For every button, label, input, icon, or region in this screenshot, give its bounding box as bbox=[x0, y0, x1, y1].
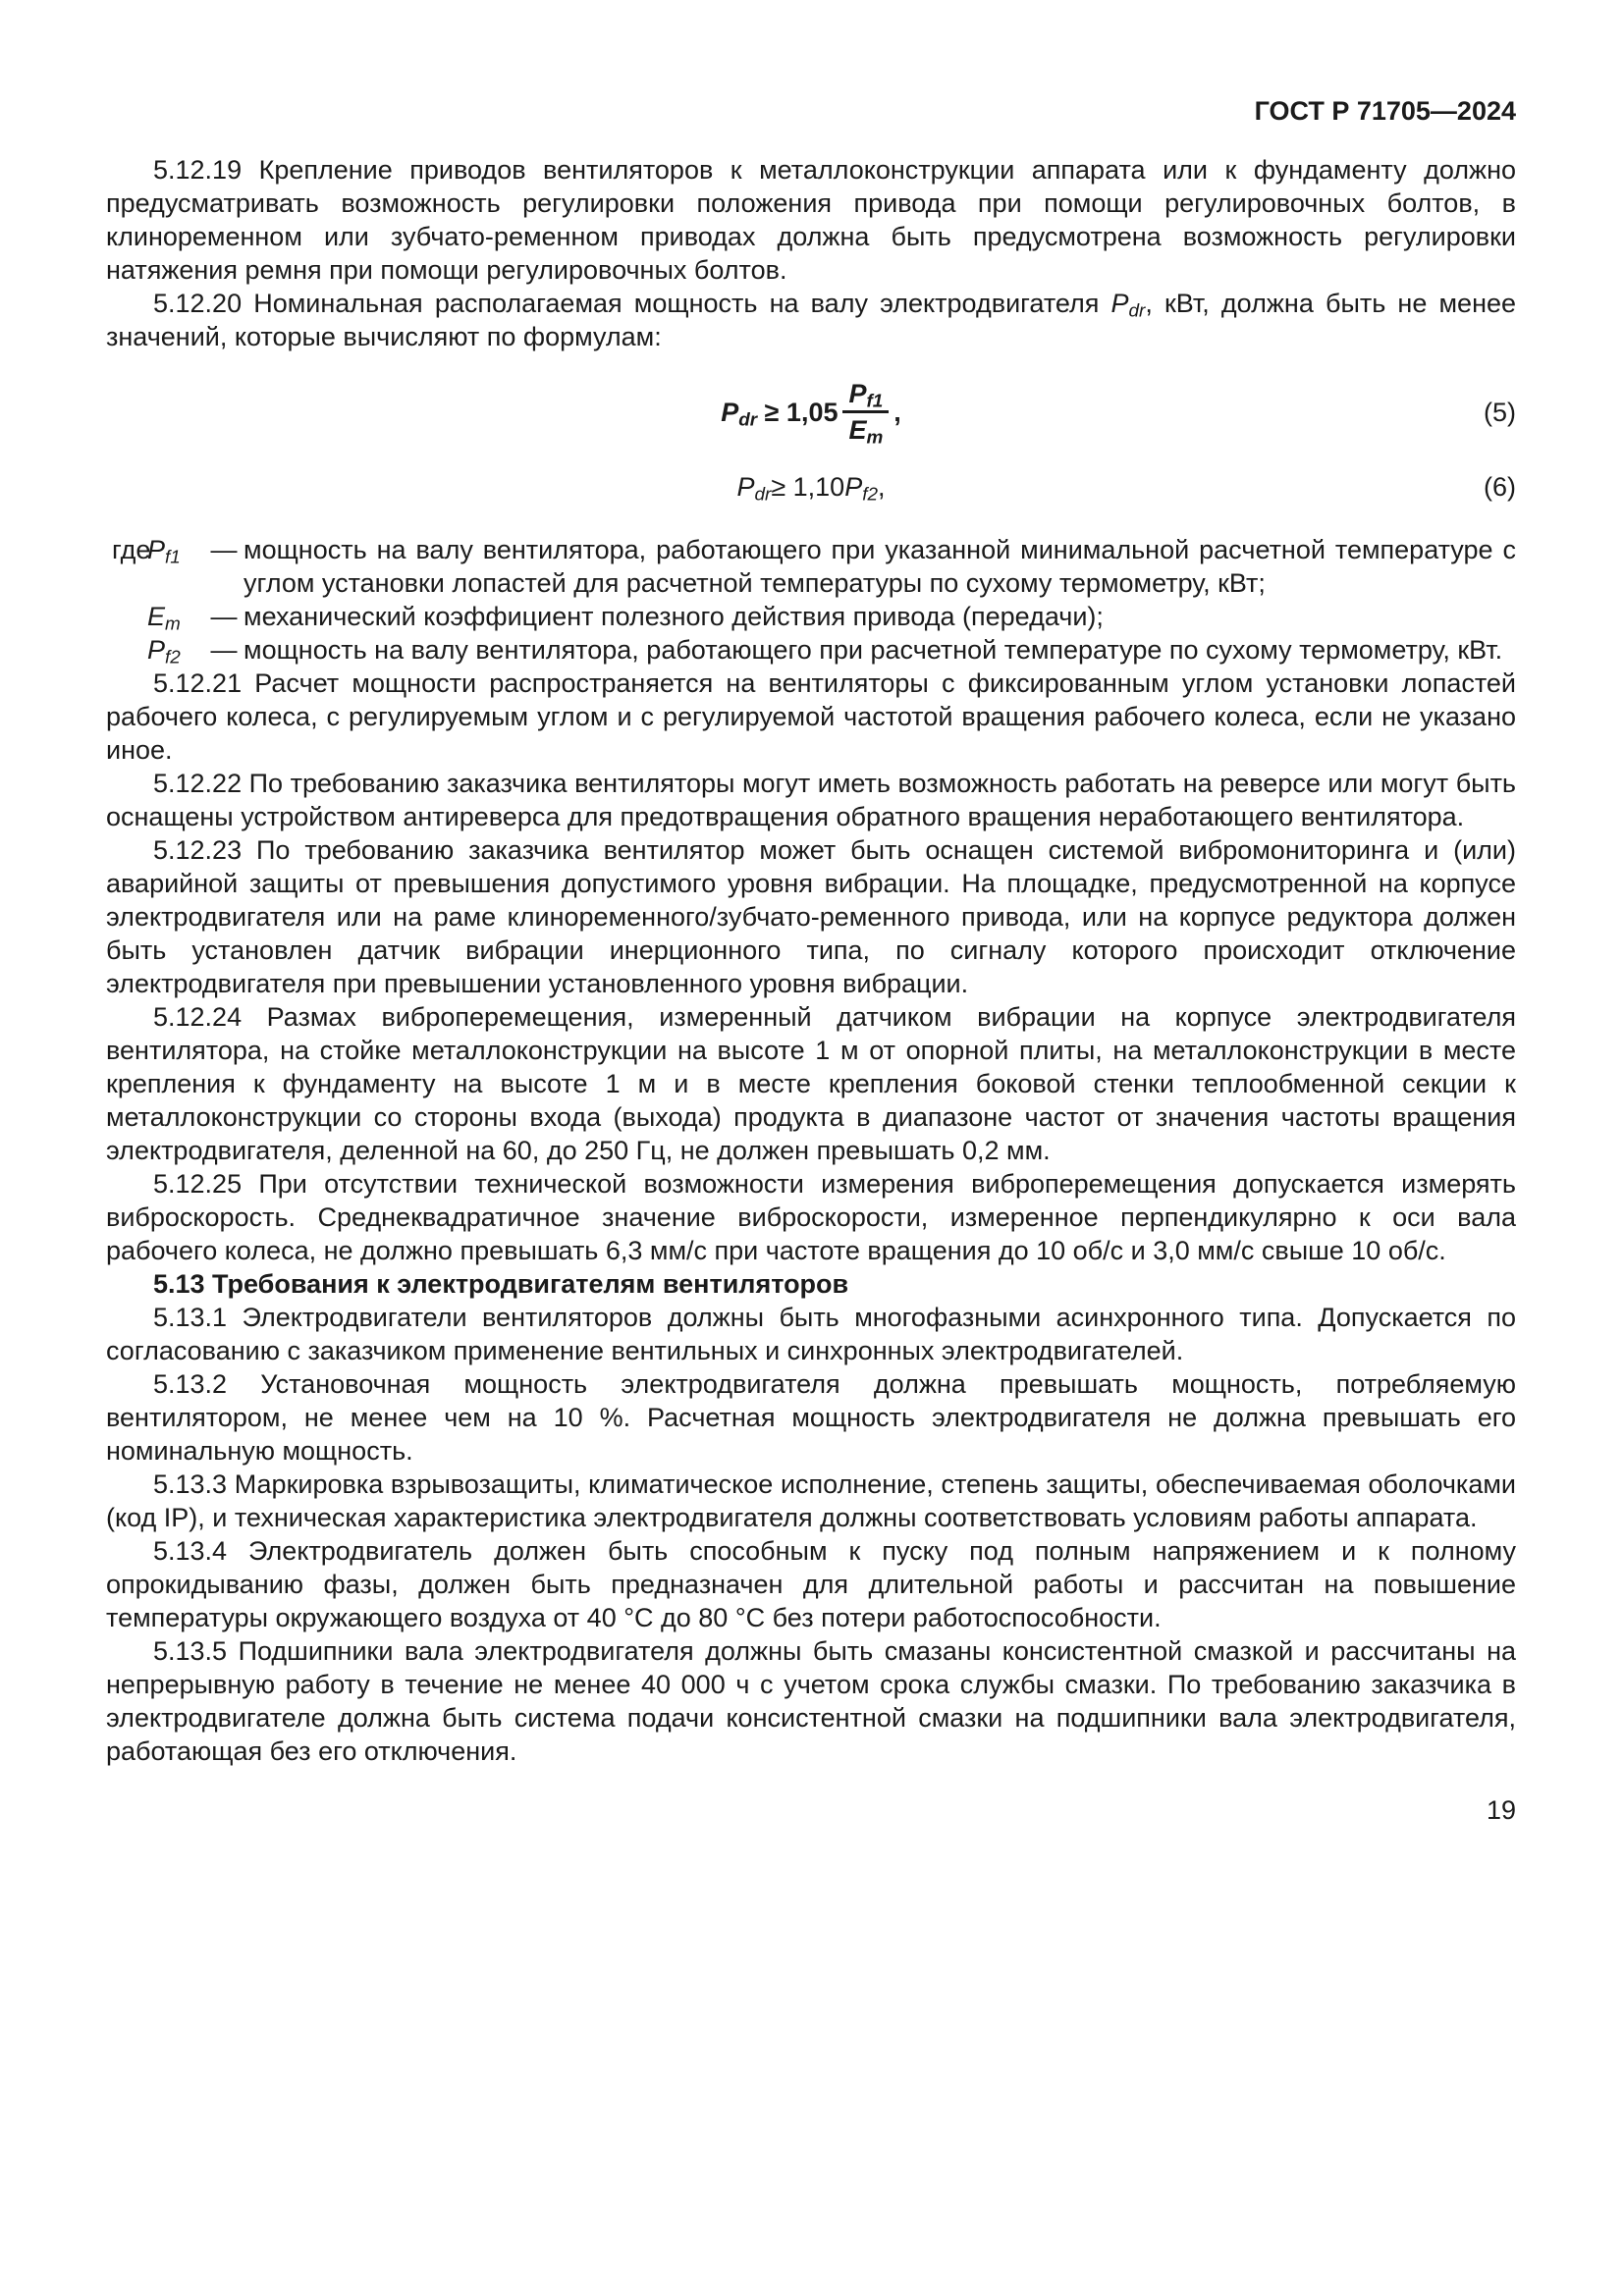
formula-6: $P_{dr}$ ≥ 1,10 $P_{f2}$ , bbox=[736, 472, 886, 506]
definition-lead bbox=[106, 633, 147, 667]
formula-5-suffix: , bbox=[893, 397, 901, 427]
paragraph-5-12-22: 5.12.22 По требованию заказчика вентиляторы могут иметь возможность работать на реверсе или могут быть оснащены устройством антиреверса для предотвращения обратного вращения неработающего вентилятора. bbox=[106, 769, 1516, 831]
paragraph-5-12-20: 5.12.20 Номинальная располагаемая мощность на валу электродвигателя $P_{dr}$, кВт, должна быть не менее значений, которые вычисляют по формулам: bbox=[106, 289, 1517, 351]
paragraph-5-12-25: 5.12.25 При отсутствии технической возможности измерения виброперемещения допускается измерять виброскорость. Среднеквадратичное значение виброскорости, измеренное перпендикулярно к оси вала рабочего колеса, не должно превышать 6,3 мм/с при частоте вращения до 10 об/с и 3,0 мм/с свыше 10 об/с. bbox=[106, 1169, 1516, 1265]
paragraph-5-13-1: 5.13.1 Электродвигатели вентиляторов должны быть многофазными асинхронного типа. Допускается по согласованию с заказчиком применение вентильных и синхронных электродвигателей. bbox=[106, 1303, 1516, 1365]
definition-lead bbox=[106, 600, 147, 633]
formula-6-row bbox=[106, 470, 1516, 504]
definition-em bbox=[106, 600, 1516, 633]
formula-5-fraction bbox=[842, 379, 889, 449]
formula-5-numerator: $P_{f1}$ bbox=[842, 379, 889, 413]
formula-5-denominator: $E_m$ bbox=[848, 415, 884, 449]
page-number: 19 bbox=[1486, 1795, 1516, 1825]
paragraph-5-13-5: 5.13.5 Подшипники вала электродвигателя должны быть смазаны консистентной смазкой и рассчитаны на непрерывную работу в течение не менее 40 000 ч с учетом срока службы смазки. По требованию заказчика в электродвигателе должна быть система подачи консистентной смазки на подшипники вала электродвигателя, работающая без его отключения. bbox=[106, 1636, 1516, 1766]
definition-text-pf1: мощность на валу вентилятора, работающего при указанной минимальной расчетной температуре с углом установки лопастей для расчетной температуры по сухому термометру, кВт; bbox=[244, 535, 1516, 598]
formula-5 bbox=[721, 379, 901, 449]
paragraph-5-13-3: 5.13.3 Маркировка взрывозащиты, климатическое исполнение, степень защиты, обеспечиваемая оболочками (код IP), и техническая характеристика электродвигателя должны соответствовать условиям работы аппарата. bbox=[106, 1469, 1516, 1532]
definition-text-pf2: мощность на валу вентилятора, работающего при расчетной температуре по сухому термометру, кВт. bbox=[244, 635, 1503, 665]
standard-designation: ГОСТ Р 71705—2024 bbox=[1254, 96, 1516, 126]
formula-5-lhs: $P_{dr} \ge 1,05$ bbox=[721, 397, 839, 431]
dash: — bbox=[210, 635, 238, 665]
document-header bbox=[106, 94, 1516, 128]
paragraph-5-12-24: 5.12.24 Размах виброперемещения, измеренный датчиком вибрации на корпусе электродвигателя вентилятора, на стойке металлоконструкции на высоте 1 м от опорной плиты, на металлоконструкции в месте крепления к фундаменту на высоте 1 м и в месте крепления боковой стенки теплообменной секции к металлоконструкции со стороны входа (выхода) продукта в диапазоне частот от значения частоты вращения электродвигателя, деленной на 60, до 250 Гц, не должен превышать 0,2 мм. bbox=[106, 1002, 1516, 1165]
paragraph-5-12-19: 5.12.19 Крепление приводов вентиляторов к металлоконструкции аппарата или к фундаменту должно предусматривать возможность регулировки положения привода при помощи регулировочных болтов, в клиноременном или зубчато-ременном приводах должна быть предусмотрена возможность регулировки натяжения ремня при помощи регулировочных болтов. bbox=[106, 155, 1516, 285]
equation-number-6: (6) bbox=[1484, 472, 1516, 502]
definition-lead: где bbox=[112, 535, 151, 564]
definition-pf1 bbox=[106, 533, 1516, 600]
paragraph-5-12-23: 5.12.23 По требованию заказчика вентилятор может быть оснащен системой вибромониторинга и (или) аварийной защиты от превышения допустимого уровня вибрации. На площадке, предусмотренной на корпусе электродвигателя или на раме клиноременного/зубчато-ременного привода, или на корпусе редуктора должен быть установлен датчик вибрации инерционного типа, по сигналу которого происходит отключение электродвигателя при превышении установленного уровня вибрации. bbox=[106, 835, 1516, 998]
paragraph-5-13-2: 5.13.2 Установочная мощность электродвигателя должна превышать мощность, потребляемую вентилятором, не менее чем на 10 %. Расчетная мощность электродвигателя не должна превышать его номинальную мощность. bbox=[106, 1369, 1516, 1466]
formula-5-row bbox=[106, 379, 1516, 449]
definition-text-em: механический коэффициент полезного действия привода (передачи); bbox=[244, 602, 1104, 631]
paragraph-5-12-21: 5.12.21 Расчет мощности распространяется на вентиляторы с фиксированным углом установки лопастей рабочего колеса, с регулируемым углом и с регулируемой частотой вращения рабочего колеса, если не указано иное. bbox=[106, 668, 1516, 765]
equation-number-5: (5) bbox=[1484, 397, 1516, 427]
dash: — bbox=[210, 535, 238, 564]
definition-term-em: $E_m$ bbox=[147, 602, 181, 635]
dash: — bbox=[210, 602, 238, 631]
definition-pf2 bbox=[106, 633, 1516, 667]
definition-term-pf1: $P_{f1}$ bbox=[147, 535, 181, 568]
paragraph-5-13-4: 5.13.4 Электродвигатель должен быть способным к пуску под полным напряжением и к полному опрокидыванию фазы, должен быть предназначен для длительной работы и рассчитан на повышение температуры окружающего воздуха от 40 °С до 80 °С без потери работоспособности. bbox=[106, 1536, 1516, 1632]
definition-term-pf2: $P_{f2}$ bbox=[147, 635, 181, 668]
section-heading-5-13: 5.13 Требования к электродвигателям вентиляторов bbox=[153, 1269, 849, 1299]
